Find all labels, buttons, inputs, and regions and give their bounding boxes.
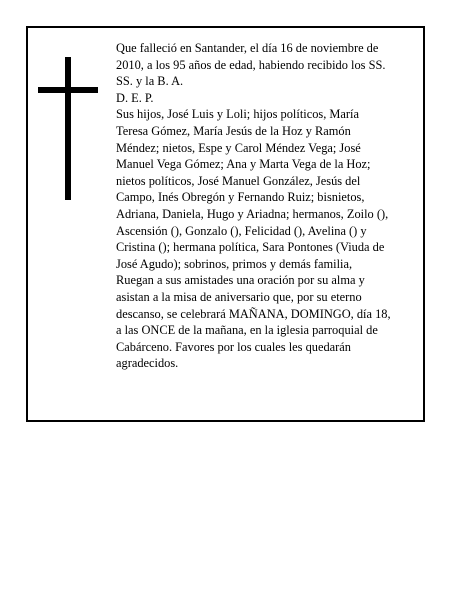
- cross-icon: [38, 57, 98, 200]
- notice-text: Que falleció en Santander, el día 16 de noviembre de 2010, a los 95 años de edad, habiendo recibido los SS. SS. y la B. A. D. E. P. Sus hijos, José Luis y Loli; hijos políticos, María Teresa Gómez, María Jesús de la Hoz y Ramón Méndez; nietos, Espe y Carol Méndez Vega; José Manuel Vega Gómez; Ana y Marta Vega de la Hoz; nietos políticos, José Manuel González, Jesús del Campo, Inés Obregón y Fernando Ruiz; bisnietos, Adriana, Daniela, Hugo y Ariadna; hermanos, Zoilo (), Ascensión (), Gonzalo (), Felicidad (), Avelina () y Cristina (); hermana política, Sara Pontones (Viuda de José Agudo); sobrinos, primos y demás familia, Ruegan a sus amistades una oración por su alma y asistan a la misa de aniversario que, por su eterno descanso, se celebrará MAÑANA, DOMINGO, día 18, a las ONCE de la mañana, en la iglesia parroquial de Cabárceno. Favores por los cuales les quedarán agradecidos.: [116, 41, 391, 371]
- cross-horizontal-bar: [38, 87, 98, 93]
- cross-vertical-bar: [65, 57, 71, 200]
- obituary-notice: [26, 26, 425, 422]
